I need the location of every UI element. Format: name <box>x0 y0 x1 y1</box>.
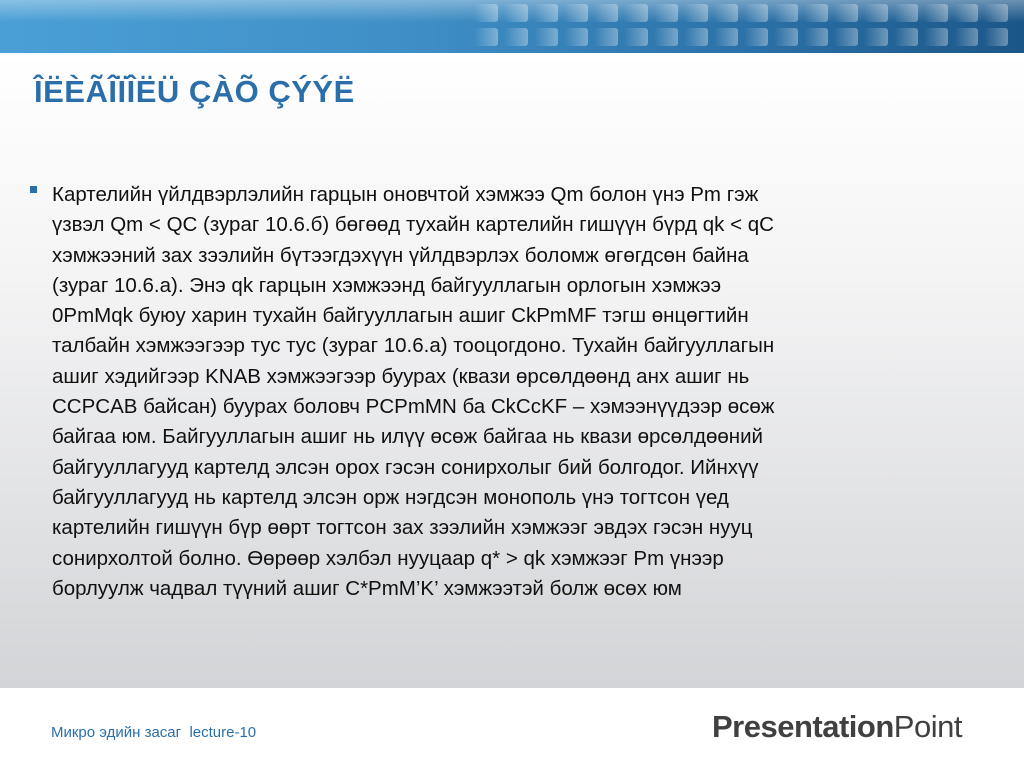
bullet-square-icon <box>30 186 37 193</box>
logo-regular-part: Point <box>893 709 962 744</box>
bullet-paragraph: Картелийн үйлдвэрлэлийн гарцын оновчтой хэмжээ Qm болон үнэ Pm гэж үзвэл Qm < QC (зураг 10.6.б) бөгөөд тухайн картелийн гишүүн бүрд qk < qC хэмжээний зах зээлийн бүтээгдэхүүн үйлдвэрлэх боломж өгөгдсөн байна (зураг 10.6.а). Энэ qk гарцын хэмжээнд байгууллагын орлогын хэмжээ 0PmMqk буюу харин тухайн байгууллагын ашиг CkPmMF тэгш өнцөгтийн талбайн хэмжээгээр тус тус (зураг 10.6.а) тооцогдоно. Тухайн байгууллагын ашиг хэдийгээр KNAB хэмжээгээр буурах (квази өрсөлдөөнд анх ашиг нь CCPCAB байсан) буурах боловч PCPmMN ба CkCcKF – хэмээнүүдээр өсөж байгаа юм. Байгууллагын ашиг нь илүү өсөж байгаа нь квази өрсөлдөөний байгууллагууд картелд элсэн орох гэсэн сонирхолыг бий болгодог. Ийнхүү байгууллагууд нь картелд элсэн орж нэгдсэн монополь үнэ тогтсон үед картелийн гишүүн бүр өөрт тогтсон зах зээлийн хэмжээг эвдэх гэсэн нууц сонирхолтой болно. Өөрөөр хэлбэл нууцаар q* > qk хэмжээг Pm үнээр борлуулж чадвал түүний ашиг C*PmM’K’ хэмжээтэй болж өсөх юм <box>52 183 775 600</box>
presentationpoint-logo <box>712 709 962 745</box>
bullet-list <box>30 180 990 604</box>
slide-title: ÎËÈÃÎÏÎËÜ ÇÀÕ ÇÝÝË <box>34 74 355 109</box>
logo-bold-part: Presentation <box>712 709 894 744</box>
header-band <box>0 0 1024 53</box>
footer-course-label: Микро эдийн засаг lecture-10 <box>51 724 257 741</box>
header-grid-decoration <box>464 0 1024 53</box>
